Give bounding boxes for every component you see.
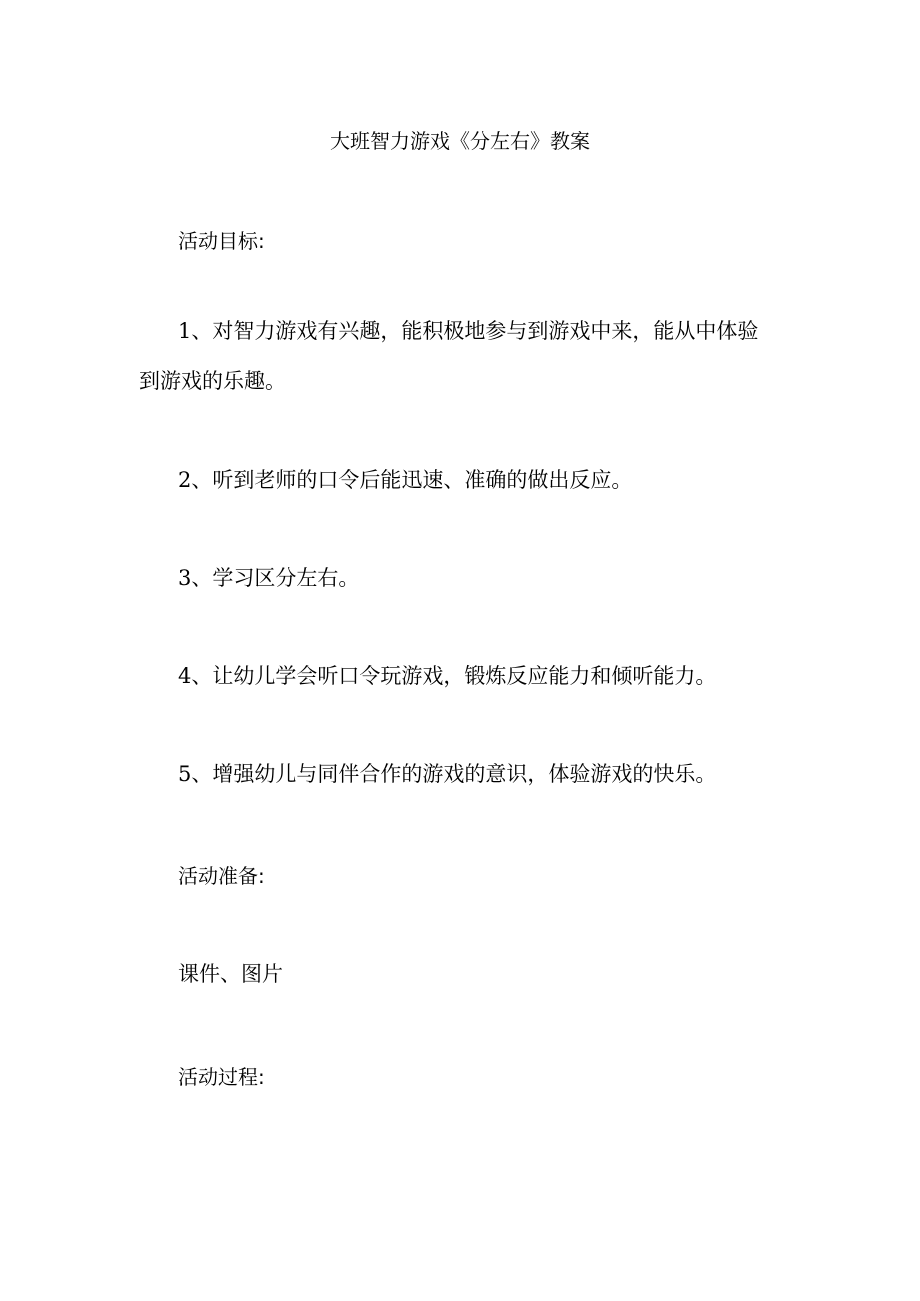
document-title: 大班智力游戏《分左右》教案	[330, 129, 590, 153]
goal-1-line-2: 到游戏的乐趣。	[139, 369, 286, 393]
process-heading: 活动过程:	[178, 1065, 265, 1089]
prep-heading: 活动准备:	[178, 864, 265, 888]
goal-3: 3、学习区分左右。	[178, 566, 360, 590]
goal-2: 2、听到老师的口令后能迅速、准确的做出反应。	[178, 468, 633, 492]
goals-heading: 活动目标:	[178, 229, 265, 253]
goal-5: 5、增强幼儿与同伴合作的游戏的意识，体验游戏的快乐。	[178, 762, 717, 786]
goal-4: 4、让幼儿学会听口令玩游戏，锻炼反应能力和倾听能力。	[178, 664, 717, 688]
goal-1-line-1: 1、对智力游戏有兴趣，能积极地参与到游戏中来，能从中体验	[178, 319, 759, 343]
prep-items: 课件、图片	[178, 962, 283, 986]
